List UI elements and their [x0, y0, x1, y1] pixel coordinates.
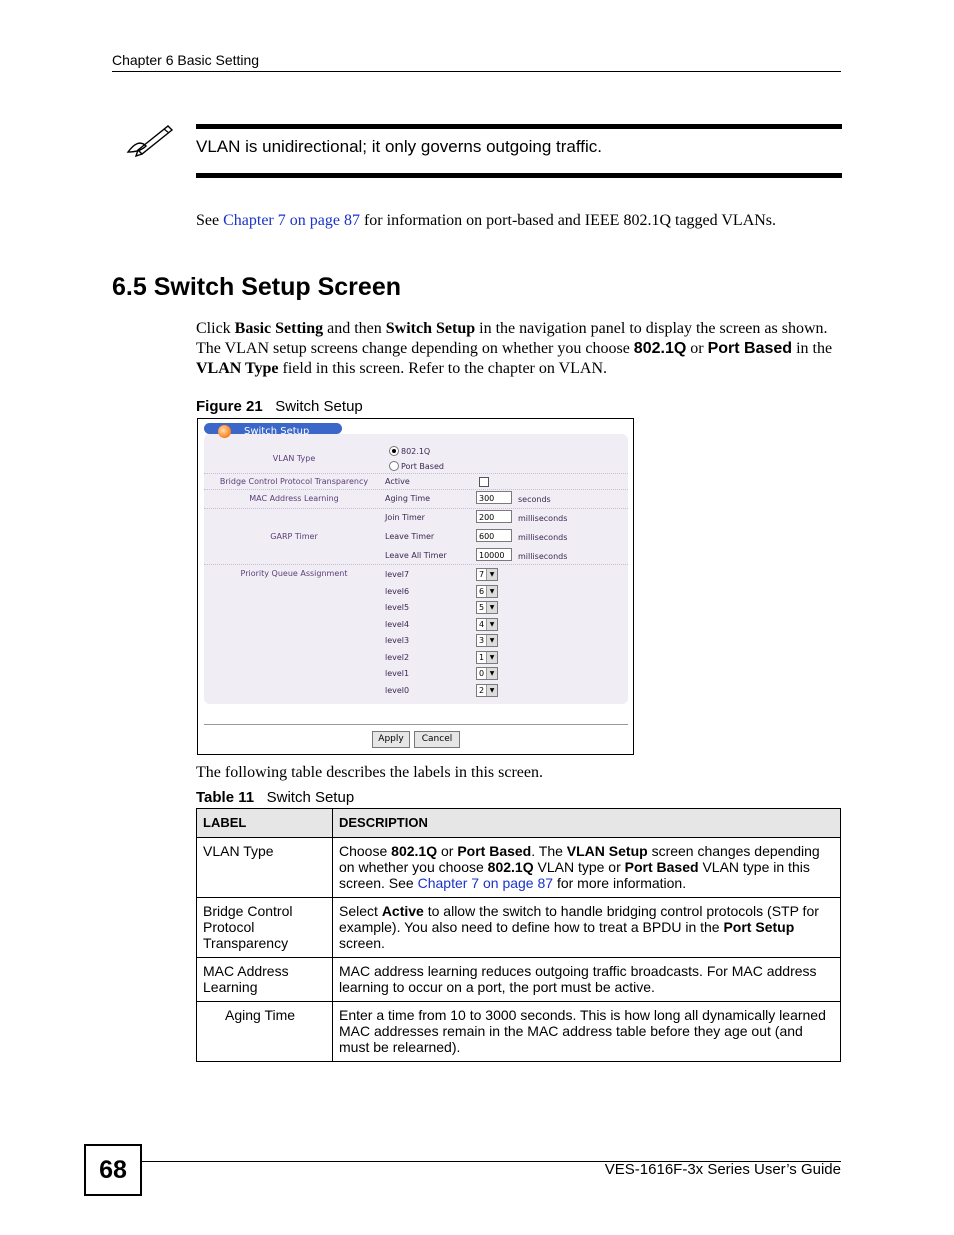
radio-8021q[interactable] — [389, 446, 399, 456]
intro-b5: VLAN Type — [196, 360, 279, 377]
priority-level-value: 7 — [479, 570, 485, 579]
desc-text: to allow the switch to handle bridging control protocols (STP for example). You also need to define how to treat a BPDU in the — [339, 903, 819, 935]
join-timer-unit: milliseconds — [518, 514, 568, 523]
note-rule-top — [196, 124, 842, 129]
leave-timer-label: Leave Timer — [385, 532, 435, 541]
priority-level-value: 2 — [479, 685, 485, 695]
pencil-note-icon — [124, 122, 174, 158]
leave-timer-input[interactable]: 600 — [476, 529, 512, 542]
chevron-down-icon[interactable]: ▼ — [486, 602, 497, 613]
see-post: for information on port-based and IEEE 802.1Q tagged VLANs. — [359, 212, 777, 229]
table-row — [197, 1002, 841, 1062]
priority-level-select[interactable] — [476, 651, 498, 664]
figure-caption-text: Switch Setup — [275, 398, 363, 415]
join-timer-input[interactable]: 200 — [476, 510, 512, 523]
aging-time-label: Aging Time — [385, 494, 431, 503]
desc-text: or — [437, 843, 458, 859]
priority-level-value: 6 — [479, 586, 485, 596]
priority-level-value: 0 — [479, 669, 485, 678]
note-text: VLAN is unidirectional; it only governs outgoing traffic. — [196, 137, 603, 156]
figure-caption-label: Figure 21 — [196, 398, 263, 415]
chevron-down-icon[interactable]: ▼ — [486, 569, 497, 580]
note-rule-bottom — [196, 173, 842, 178]
leave-all-timer-unit: milliseconds — [518, 552, 568, 561]
priority-level-label: level5 — [385, 603, 410, 612]
priority-level-label: level3 — [385, 636, 410, 645]
see-pre: See — [196, 212, 224, 229]
guide-title: VES-1616F-3x Series User’s Guide — [604, 1161, 841, 1178]
option-8021q: 802.1Q — [401, 447, 431, 456]
chapter-7-link[interactable]: Chapter 7 on page 87 — [223, 212, 360, 229]
option-port-based: Port Based — [401, 462, 444, 471]
priority-level-value: 3 — [479, 636, 485, 645]
priority-level-value: 4 — [479, 619, 485, 629]
priority-level-select[interactable] — [476, 667, 498, 680]
desc-bold: Port Based — [457, 843, 532, 859]
row-description: MAC address learning reduces outgoing traffic broadcasts. For MAC address learning to occur on a port, the port must be active. — [333, 958, 841, 1002]
aging-time-unit: seconds — [518, 495, 551, 504]
running-header: Chapter 6 Basic Setting — [112, 52, 260, 68]
leave-timer-unit: milliseconds — [518, 533, 568, 542]
radio-port-based[interactable] — [389, 461, 399, 471]
priority-queue-label: Priority Queue Assignment — [240, 569, 348, 578]
bpdu-active-label: Active — [385, 477, 410, 486]
screen-title-bar — [204, 423, 342, 437]
chevron-down-icon[interactable]: ▼ — [486, 619, 497, 630]
vlan-type-label: VLAN Type — [272, 454, 316, 463]
bpdu-active-checkbox[interactable] — [479, 477, 489, 487]
priority-level-label: level4 — [385, 619, 410, 629]
apply-button[interactable]: Apply — [372, 731, 410, 748]
row-description — [333, 898, 841, 958]
desc-text: screen changes depending on whether you choose — [339, 843, 820, 875]
chevron-down-icon[interactable]: ▼ — [486, 586, 497, 597]
row-label: VLAN Type — [197, 838, 333, 898]
priority-level-select[interactable] — [476, 568, 498, 581]
row-label: MAC Address Learning — [197, 958, 333, 1002]
priority-level-select[interactable] — [476, 684, 498, 697]
intro-t1: Click — [196, 320, 235, 337]
row-description — [333, 838, 841, 898]
intro-b4: Port Based — [707, 340, 793, 357]
chapter-7-link[interactable]: Chapter 7 on page 87 — [417, 875, 554, 891]
leave-all-timer-input[interactable]: 10000 — [476, 548, 512, 561]
desc-text: VLAN type in this screen. See — [339, 859, 810, 891]
desc-bold: 802.1Q — [391, 843, 438, 859]
table-header-row — [197, 809, 841, 838]
aging-time-input[interactable]: 300 — [476, 491, 512, 504]
chevron-down-icon[interactable]: ▼ — [486, 652, 497, 663]
table-caption-label: Table 11 — [196, 789, 255, 806]
priority-level-label: level1 — [385, 669, 410, 678]
header-rule — [112, 71, 841, 72]
leave-all-timer-label: Leave All Timer — [385, 551, 447, 560]
chevron-down-icon[interactable]: ▼ — [486, 635, 497, 646]
chevron-down-icon[interactable]: ▼ — [486, 685, 497, 696]
priority-level-label: level7 — [385, 570, 410, 579]
desc-text: Select — [339, 903, 382, 919]
header-label: LABEL — [197, 809, 333, 838]
title-orb-icon — [218, 425, 231, 438]
table-caption-text: Switch Setup — [266, 789, 355, 806]
intro-b1: Basic Setting — [234, 320, 324, 337]
table-row — [197, 898, 841, 958]
button-divider — [204, 724, 628, 725]
intro-t3: in the navigation panel to display the screen as shown. The VLAN setup screens change depending on whether you choose — [196, 320, 828, 357]
desc-text: VLAN type or — [533, 859, 625, 875]
bpdu-label: Bridge Control Protocol Transparency — [219, 477, 369, 486]
garp-timer-label: GARP Timer — [270, 532, 318, 541]
desc-text: screen. — [339, 935, 385, 951]
row-description: Enter a time from 10 to 3000 seconds. This is how long all dynamically learned MAC addresses remain in the MAC address table before they age out (and must be relearned). — [333, 1002, 841, 1062]
row-label: Bridge Control Protocol Transparency — [197, 898, 333, 958]
priority-level-select[interactable] — [476, 601, 498, 614]
page-number: 68 — [84, 1144, 142, 1196]
desc-text: Choose — [339, 843, 392, 859]
join-timer-label: Join Timer — [385, 513, 425, 522]
section-title: 6.5 Switch Setup Screen — [112, 273, 401, 301]
table-row — [197, 958, 841, 1002]
chevron-down-icon[interactable]: ▼ — [486, 668, 497, 679]
intro-t6: field in this screen. Refer to the chapter on VLAN. — [278, 360, 608, 377]
screen-title: Switch Setup — [244, 426, 310, 437]
desc-bold: 802.1Q — [487, 859, 534, 875]
priority-level-label: level0 — [385, 685, 410, 695]
desc-bold: Port Based — [624, 859, 699, 875]
intro-t5: in the — [792, 340, 833, 357]
desc-bold: VLAN Setup — [566, 843, 648, 859]
desc-bold: Active — [381, 903, 424, 919]
priority-level-select[interactable] — [476, 585, 498, 598]
cancel-button[interactable]: Cancel — [414, 731, 460, 748]
switch-setup-screenshot — [197, 418, 634, 755]
desc-text: for more information. — [553, 875, 687, 891]
header-description: DESCRIPTION — [333, 809, 841, 838]
desc-bold: Port Setup — [723, 919, 795, 935]
intro-b2: Switch Setup — [385, 320, 476, 337]
mac-learning-label: MAC Address Learning — [249, 494, 339, 503]
figure-caption — [196, 398, 363, 415]
intro-paragraph — [196, 319, 842, 379]
priority-level-select[interactable] — [476, 634, 498, 647]
intro-t2: and then — [323, 320, 386, 337]
table-caption — [196, 789, 354, 806]
table-intro: The following table describes the labels in this screen. — [196, 764, 544, 781]
priority-level-label: level2 — [385, 652, 410, 662]
see-reference — [196, 212, 776, 230]
intro-b3: 802.1Q — [633, 340, 687, 357]
priority-level-label: level6 — [385, 586, 410, 596]
intro-t4: or — [686, 340, 708, 357]
row-label: Aging Time — [197, 1002, 333, 1062]
desc-text: . The — [531, 843, 567, 859]
priority-level-value: 1 — [479, 652, 485, 662]
description-table — [196, 808, 841, 1062]
priority-level-select[interactable] — [476, 618, 498, 631]
priority-level-value: 5 — [479, 603, 485, 612]
table-row — [197, 838, 841, 898]
